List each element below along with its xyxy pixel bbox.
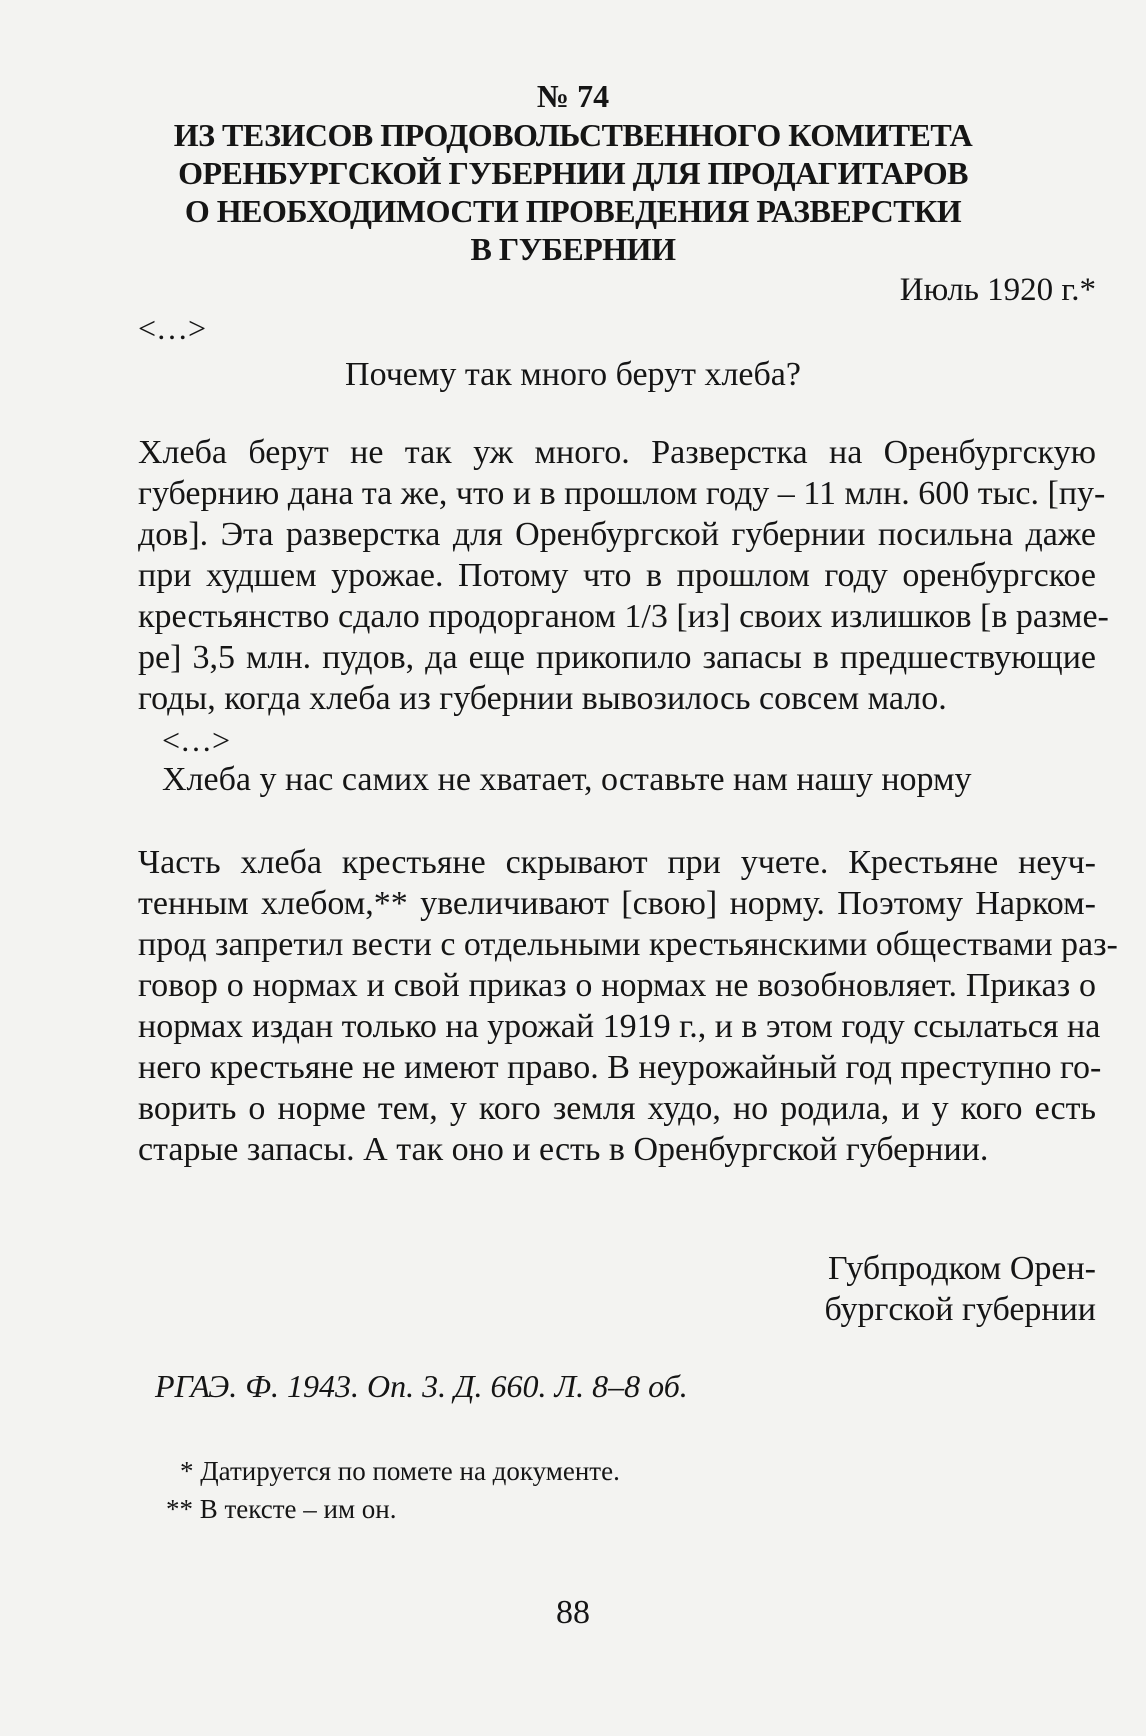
page-number: 88 <box>556 1594 590 1631</box>
omission-mark: <…> <box>162 722 231 758</box>
paragraph-last-line: годы, когда хлеба из губернии вывозилось совсем мало. <box>138 680 947 717</box>
paragraph-line: прод запретил вести с отдельными крестьянскими обществами раз- <box>138 926 1118 963</box>
paragraph-last-line: старые запасы. А так оно и есть в Оренбургской губернии. <box>138 1131 989 1168</box>
paragraph-line: при худшем урожае. Потому что в прошлом году оренбургское <box>138 557 1096 594</box>
document-title-line-2: ОРЕНБУРГСКОЙ ГУБЕРНИИ ДЛЯ ПРОДАГИТАРОВ <box>178 155 968 191</box>
archive-source: РГАЭ. Ф. 1943. Оп. 3. Д. 660. Л. 8–8 об. <box>155 1368 688 1404</box>
paragraph-line: нормах издан только на урожай 1919 г., и в этом году ссылаться на <box>138 1008 1101 1045</box>
footnote-1: * Датируется по помете на документе. <box>180 1456 620 1486</box>
paragraph-line: него крестьяне не имеют право. В неурожайный год преступно го- <box>138 1049 1102 1086</box>
document-number: № 74 <box>536 78 610 114</box>
paragraph-line: ре] 3,5 млн. пудов, да еще прикопило запасы в предшествующие <box>138 639 1096 676</box>
document-title-line-4: В ГУБЕРНИИ <box>470 231 676 267</box>
omission-mark: <…> <box>138 310 207 346</box>
paragraph-line: крестьянство сдало продорганом 1/3 [из] своих излишков [в разме- <box>138 598 1109 635</box>
paragraph-line: Хлеба берут не так уж много. Разверстка на Оренбургскую <box>138 434 1096 471</box>
document-title-line-1: ИЗ ТЕЗИСОВ ПРОДОВОЛЬСТВЕННОГО КОМИТЕТА <box>173 117 973 153</box>
section-heading-1: Почему так много берут хлеба? <box>345 356 801 393</box>
paragraph-line: Часть хлеба крестьяне скрывают при учете. Крестьяне неуч- <box>138 844 1096 881</box>
paragraph-line: тенным хлебом,** увеличивают [свою] норму. Поэтому Нарком- <box>138 885 1096 922</box>
document-date: Июль 1920 г.* <box>899 272 1096 308</box>
signature-line-2: бургской губернии <box>824 1291 1096 1328</box>
paragraph-line: говор о нормах и свой приказ о нормах не возобновляет. Приказ о <box>138 967 1096 1004</box>
paragraph-line: ворить о норме тем, у кого земля худо, но родила, и у кого есть <box>138 1090 1096 1127</box>
document-title-line-3: О НЕОБХОДИМОСТИ ПРОВЕДЕНИЯ РАЗВЕРСТКИ <box>184 193 962 229</box>
section-heading-2: Хлеба у нас самих не хватает, оставьте нам нашу норму <box>162 761 972 798</box>
paragraph-line: дов]. Эта разверстка для Оренбургской губернии посильна даже <box>138 516 1096 553</box>
paragraph-line: губернию дана та же, что и в прошлом году – 11 млн. 600 тыс. [пу- <box>138 475 1106 512</box>
footnote-2: ** В тексте – им он. <box>166 1494 397 1524</box>
signature-line-1: Губпродком Орен- <box>827 1250 1096 1287</box>
